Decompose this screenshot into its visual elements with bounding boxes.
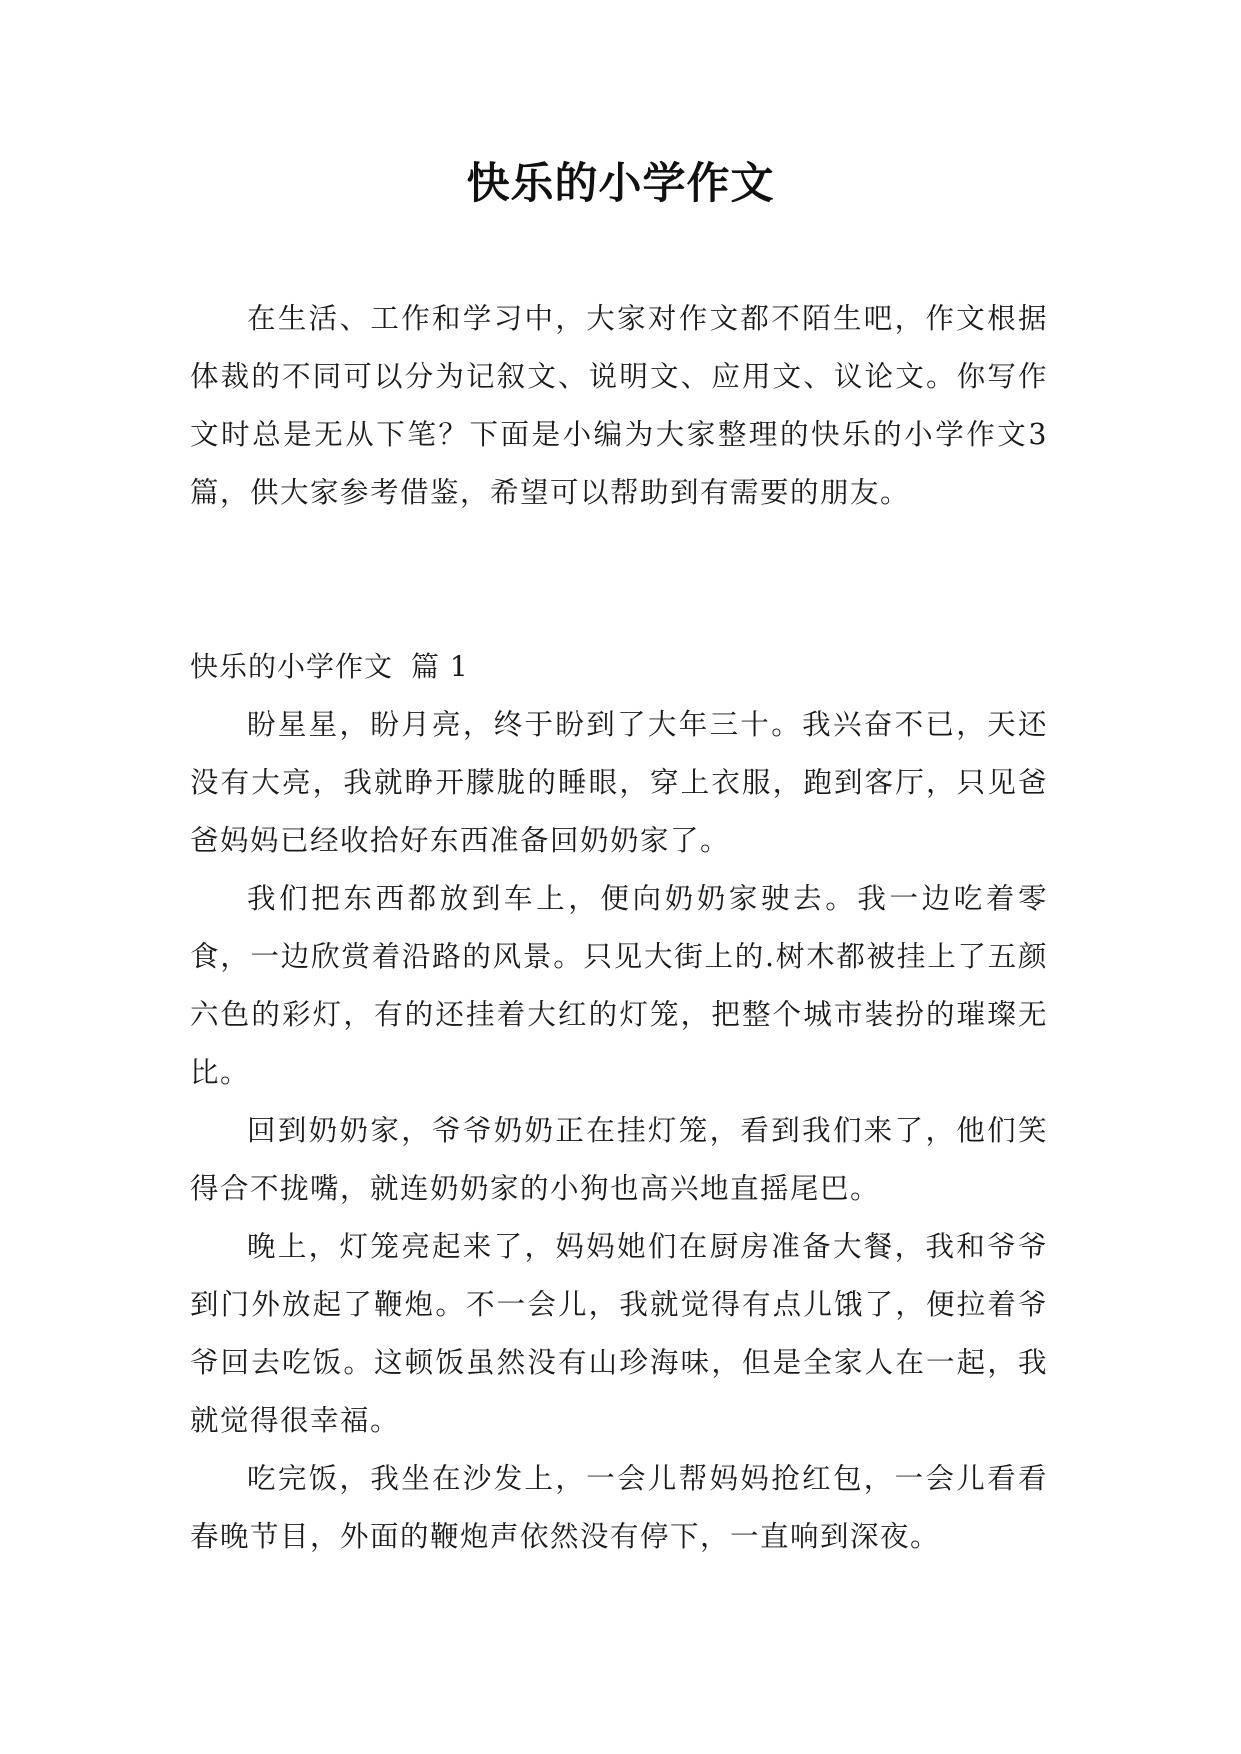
essay-paragraph: 晚上，灯笼亮起来了，妈妈她们在厨房准备大餐，我和爷爷到门外放起了鞭炮。不一会儿，我就觉得有点儿饿了，便拉着爷爷回去吃饭。这顿饭虽然没有山珍海味，但是全家人在一起，我就觉得很幸福。 — [190, 1230, 1048, 1437]
essay-paragraph: 回到奶奶家，爷爷奶奶正在挂灯笼，看到我们来了，他们笑得合不拢嘴，就连奶奶家的小狗也高兴地直摇尾巴。 — [190, 1114, 1048, 1205]
essay-paragraph: 我们把东西都放到车上，便向奶奶家驶去。我一边吃着零食，一边欣赏着沿路的风景。只见大街上的.树木都被挂上了五颜六色的彩灯，有的还挂着大红的灯笼，把整个城市装扮的璀璨无比。 — [190, 882, 1048, 1089]
section-heading-title: 快乐的小学作文 — [190, 650, 394, 683]
essay-section — [190, 638, 1048, 1566]
essay-paragraph: 盼星星，盼月亮，终于盼到了大年三十。我兴奋不已，天还没有大亮，我就睁开朦胧的睡眼，穿上衣服，跑到客厅，只见爸爸妈妈已经收拾好东西准备回奶奶家了。 — [190, 708, 1048, 857]
essay-paragraph: 吃完饭，我坐在沙发上，一会儿帮妈妈抢红包，一会儿看看春晚节目，外面的鞭炮声依然没有停下，一直响到深夜。 — [190, 1462, 1048, 1553]
section-heading-label: 篇 1 — [411, 650, 469, 683]
section-heading — [190, 638, 1048, 696]
intro-block — [190, 290, 1048, 522]
intro-paragraph: 在生活、工作和学习中，大家对作文都不陌生吧，作文根据体裁的不同可以分为记叙文、说明文、应用文、议论文。你写作文时总是无从下笔？下面是小编为大家整理的快乐的小学作文3篇，供大家参考借鉴，希望可以帮助到有需要的朋友。 — [190, 302, 1048, 509]
document-title: 快乐的小学作文 — [466, 159, 775, 209]
